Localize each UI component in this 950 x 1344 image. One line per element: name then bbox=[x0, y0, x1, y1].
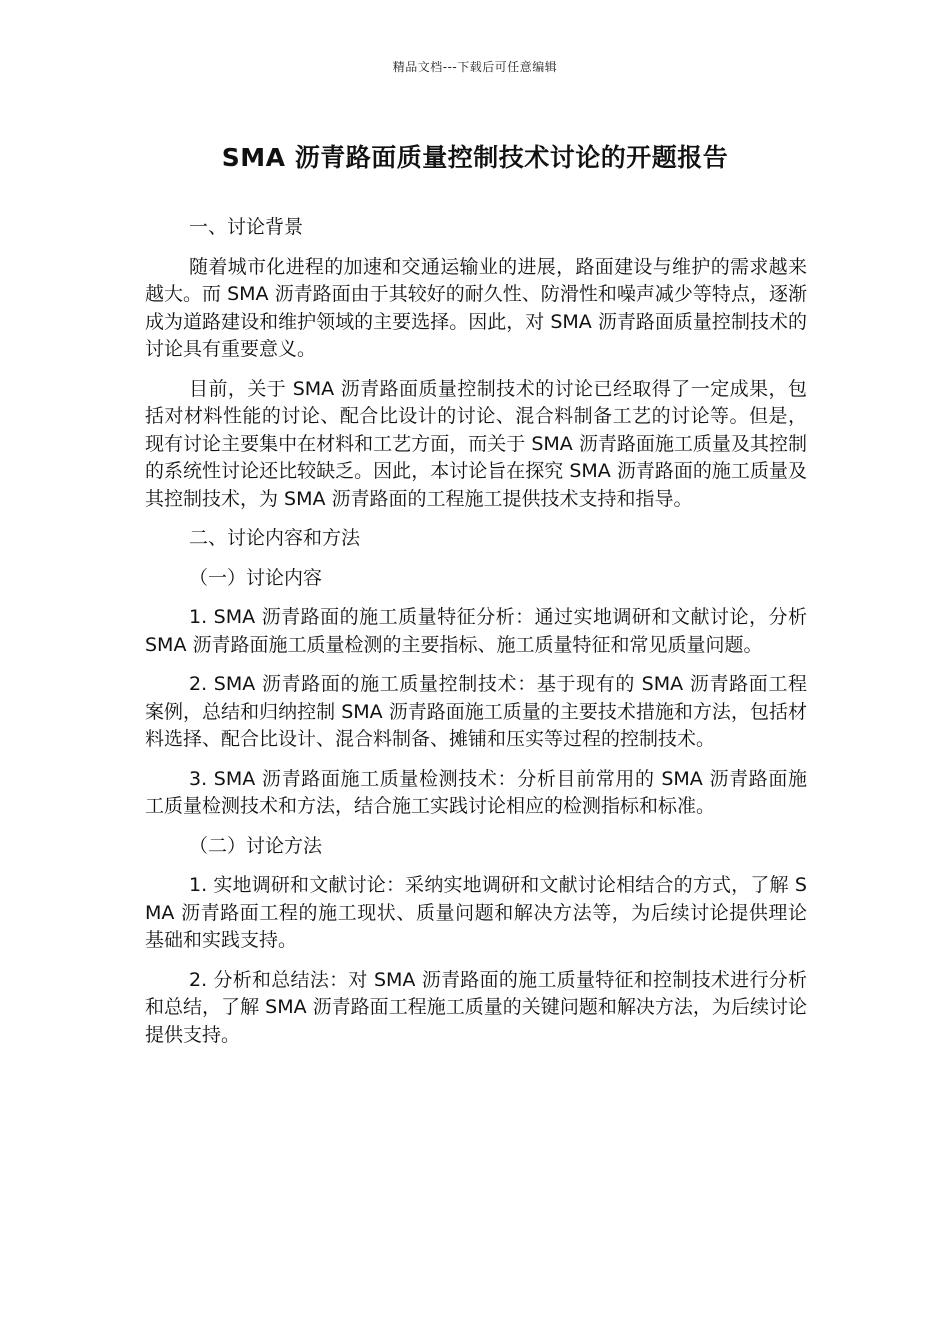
subsection-heading-method: （二）讨论方法 bbox=[189, 834, 323, 857]
list-item-method-1: 1. 实地调研和文献讨论：采纳实地调研和文献讨论相结合的方式，了解 SMA 沥青路面工程的施工现状、质量问题和解决方法等，为后续讨论提供理论基础和实践支持。 bbox=[145, 874, 807, 951]
paragraph-background-1: 随着城市化进程的加速和交通运输业的进展，路面建设与维护的需求越来越大。而 SMA 沥青路面由于其较好的耐久性、防滑性和噪声减少等特点，逐渐成为道路建设和维护领域的主要选择。因此，对 SMA 沥青路面质量控制技术的讨论具有重要意义。 bbox=[145, 255, 807, 360]
page-header-note: 精品文档---下载后可任意编辑 bbox=[392, 60, 558, 74]
paragraph-background-2: 目前，关于 SMA 沥青路面质量控制技术的讨论已经取得了一定成果，包括对材料性能的讨论、配合比设计的讨论、混合料制备工艺的讨论等。但是，现有讨论主要集中在材料和工艺方面，而关于 SMA 沥青路面施工质量及其控制的系统性讨论还比较缺乏。因此，本讨论旨在探究 SMA 沥青路面的施工质量及其控制技术，为 SMA 沥青路面的工程施工提供技术支持和指导。 bbox=[145, 377, 807, 510]
document-body bbox=[145, 214, 807, 1061]
list-item-content-2: 2. SMA 沥青路面的施工质量控制技术：基于现有的 SMA 沥青路面工程案例，总结和归纳控制 SMA 沥青路面施工质量的主要技术措施和方法，包括材料选择、配合比设计、混合料制备、摊铺和压实等过程的控制技术。 bbox=[145, 673, 807, 750]
subsection-heading-content: （一）讨论内容 bbox=[189, 566, 323, 589]
section-heading-content-method: 二、讨论内容和方法 bbox=[189, 527, 361, 549]
section-heading-background: 一、讨论背景 bbox=[189, 216, 304, 238]
list-item-method-2: 2. 分析和总结法：对 SMA 沥青路面的施工质量特征和控制技术进行分析和总结，了解 SMA 沥青路面工程施工质量的关键问题和解决方法，为后续讨论提供支持。 bbox=[145, 968, 807, 1046]
list-item-content-1: 1. SMA 沥青路面的施工质量特征分析：通过实地调研和文献讨论，分析 SMA 沥青路面施工质量检测的主要指标、施工质量特征和常见质量问题。 bbox=[145, 606, 807, 656]
document-title: SMA 沥青路面质量控制技术讨论的开题报告 bbox=[221, 143, 729, 172]
list-item-content-3: 3. SMA 沥青路面施工质量检测技术：分析目前常用的 SMA 沥青路面施工质量检测技术和方法，结合施工实践讨论相应的检测指标和标准。 bbox=[145, 767, 807, 817]
